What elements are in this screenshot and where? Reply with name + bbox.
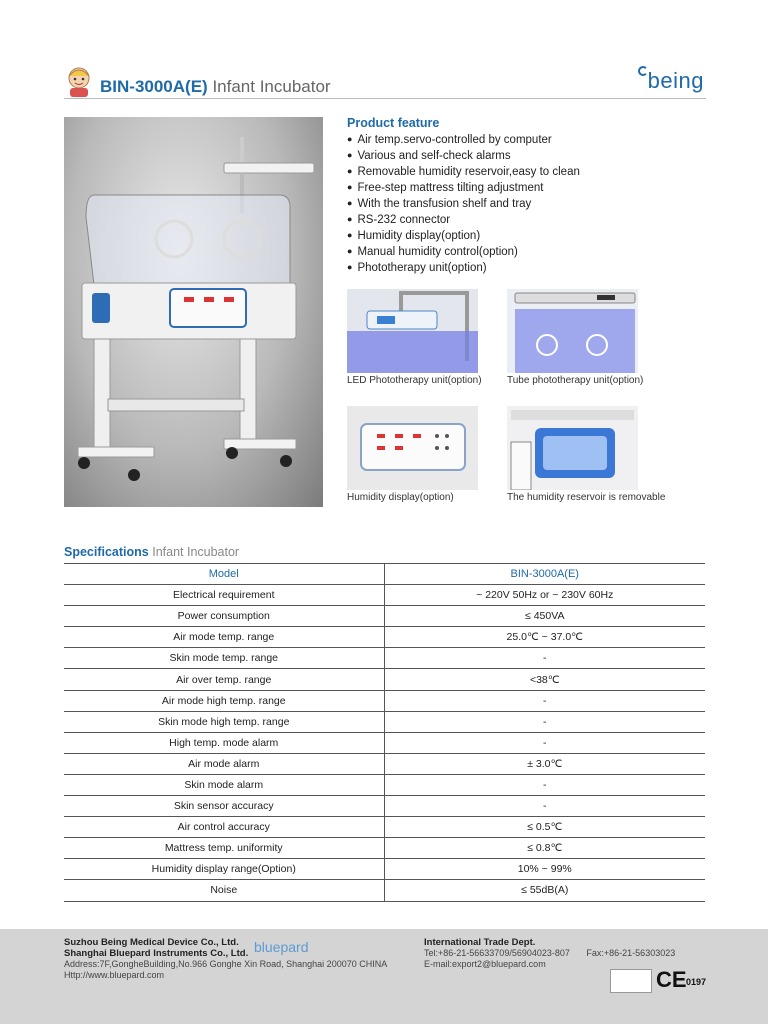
spec-value: ≤ 0.5℃ — [384, 817, 705, 838]
table-row — [64, 753, 705, 774]
thumb-caption: Humidity display(option) — [347, 492, 454, 503]
thumb-caption: LED Phototherapy unit(option) — [347, 375, 482, 386]
spec-value: ~ 220V 50Hz or ~ 230V 60Hz — [384, 585, 705, 606]
footer-company-info — [64, 937, 387, 981]
company-website: Http://www.bluepard.com — [64, 970, 165, 980]
model-name: BIN-3000A(E) — [100, 77, 208, 96]
thumb-caption: Tube phototherapy unit(option) — [507, 375, 644, 386]
table-row — [64, 627, 705, 648]
spec-value: ≤ 0.8℃ — [384, 838, 705, 859]
table-row — [64, 585, 705, 606]
humidity-reservoir-photo — [507, 406, 638, 490]
spec-value: 10% ~ 99% — [384, 859, 705, 880]
list-item: ● Humidity display(option) — [347, 228, 707, 244]
department-name: International Trade Dept. — [424, 937, 536, 948]
specs-table — [64, 563, 705, 902]
page-title — [100, 77, 331, 97]
table-row — [64, 774, 705, 795]
spec-value: ± 3.0℃ — [384, 753, 705, 774]
table-row — [64, 796, 705, 817]
spec-label: Noise — [64, 880, 384, 901]
spec-value: - — [384, 648, 705, 669]
table-row — [64, 859, 705, 880]
fax: Fax:+86-21-56303023 — [586, 948, 676, 958]
spec-value: - — [384, 732, 705, 753]
baby-mascot-icon — [64, 66, 94, 98]
table-row — [64, 732, 705, 753]
header-divider — [64, 98, 706, 99]
column-header: BIN-3000A(E) — [384, 564, 705, 585]
spec-label: Humidity display range(Option) — [64, 859, 384, 880]
table-row — [64, 838, 705, 859]
product-features — [347, 116, 707, 276]
phone-fax-line — [424, 948, 675, 959]
spec-label: High temp. mode alarm — [64, 732, 384, 753]
spec-value: - — [384, 774, 705, 795]
spec-value: ≤ 55dB(A) — [384, 880, 705, 901]
table-row — [64, 690, 705, 711]
spec-label: Skin mode temp. range — [64, 648, 384, 669]
spec-value: ≤ 450VA — [384, 606, 705, 627]
brand-logo: being — [647, 68, 704, 93]
specs-heading-light: Infant Incubator — [152, 545, 240, 559]
telephone: Tel:+86-21-56633709/56904023-807 — [424, 948, 570, 958]
spec-label: Power consumption — [64, 606, 384, 627]
list-item: ● Phototherapy unit(option) — [347, 260, 707, 276]
features-title: Product feature — [347, 116, 440, 130]
spec-value: <38℃ — [384, 669, 705, 690]
specs-heading — [64, 545, 239, 559]
spec-label: Air over temp. range — [64, 669, 384, 690]
thumb-caption: The humidity reservoir is removable — [507, 492, 666, 503]
list-item: ● Air temp.servo-controlled by computer — [347, 132, 707, 148]
list-item: ● Various and self-check alarms — [347, 148, 707, 164]
incubator-illustration — [64, 117, 323, 507]
tube-phototherapy-photo — [507, 289, 638, 373]
list-item: ● Manual humidity control(option) — [347, 244, 707, 260]
spec-label: Skin mode high temp. range — [64, 711, 384, 732]
table-row — [64, 817, 705, 838]
spec-label: Air control accuracy — [64, 817, 384, 838]
spec-value: 25.0℃ ~ 37.0℃ — [384, 627, 705, 648]
company-name-2: Shanghai Bluepard Instruments Co., Ltd. — [64, 948, 249, 959]
incubator-photo — [64, 117, 323, 507]
spec-label: Air mode alarm — [64, 753, 384, 774]
footer-contact-info — [424, 937, 675, 970]
list-item: ● Free-step mattress tilting adjustment — [347, 180, 707, 196]
spec-label: Skin sensor accuracy — [64, 796, 384, 817]
table-header-row — [64, 564, 705, 585]
company-name-1: Suzhou Being Medical Device Co., Ltd. — [64, 937, 239, 948]
table-row — [64, 711, 705, 732]
features-list — [347, 132, 707, 276]
spec-label: Air mode high temp. range — [64, 690, 384, 711]
spec-label: Skin mode alarm — [64, 774, 384, 795]
ce-number: 0197 — [686, 977, 707, 987]
specs-heading-bold: Specifications — [64, 545, 149, 559]
humidity-display-photo — [347, 406, 478, 490]
spec-value: - — [384, 711, 705, 732]
spec-label: Electrical requirement — [64, 585, 384, 606]
email: E-mail:export2@bluepard.com — [424, 959, 546, 969]
table-row — [64, 606, 705, 627]
ce-mark: CE — [656, 967, 687, 992]
page-header — [64, 62, 706, 100]
list-item: ● RS-232 connector — [347, 212, 707, 228]
table-row — [64, 880, 705, 901]
led-phototherapy-photo — [347, 289, 478, 373]
table-row — [64, 669, 705, 690]
company-address: Address:7F,GongheBuilding,No.966 Gonghe Xin Road, Shanghai 200070 CHINA — [64, 959, 388, 969]
bluepard-logo: bluepard — [254, 939, 309, 955]
spec-label: Mattress temp. uniformity — [64, 838, 384, 859]
certification-badge-icon — [610, 969, 652, 993]
list-item: ● With the transfusion shelf and tray — [347, 196, 707, 212]
spec-value: - — [384, 690, 705, 711]
product-subtitle: Infant Incubator — [212, 77, 331, 96]
table-row — [64, 648, 705, 669]
brand-logo-mark-icon — [638, 66, 648, 76]
list-item: ● Removable humidity reservoir,easy to clean — [347, 164, 707, 180]
page-footer — [0, 929, 768, 1024]
spec-value: - — [384, 796, 705, 817]
column-header: Model — [64, 564, 384, 585]
spec-label: Air mode temp. range — [64, 627, 384, 648]
